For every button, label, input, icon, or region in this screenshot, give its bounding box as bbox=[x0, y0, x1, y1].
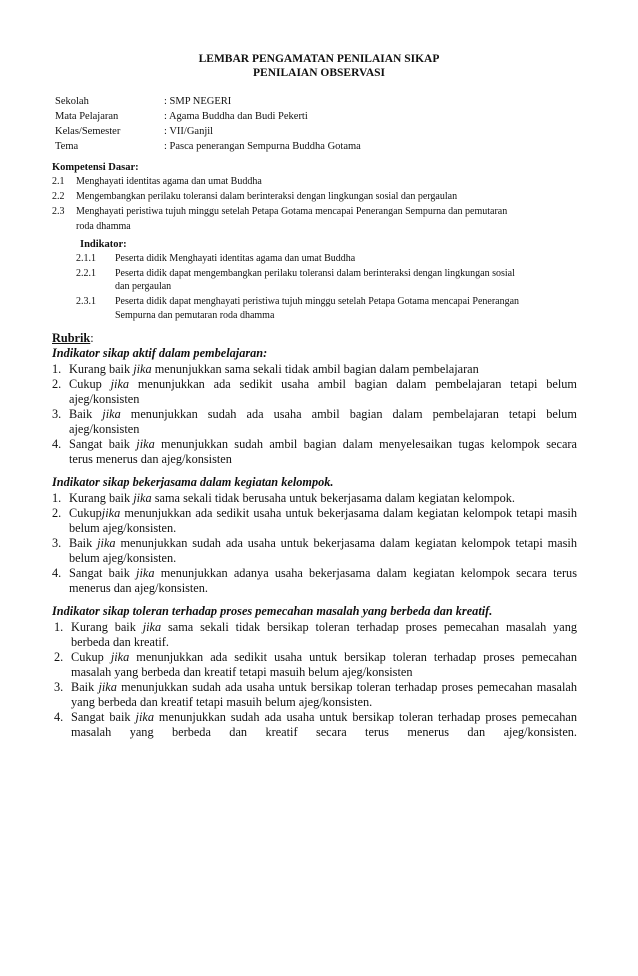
rubrik-title: Rubrik bbox=[52, 331, 91, 345]
rubrik-item-jika: jika bbox=[136, 437, 155, 451]
info-label: Sekolah bbox=[55, 96, 89, 107]
rubrik-item-continuation: menerus dan ajeg/konsisten. bbox=[69, 581, 208, 595]
document-subtitle: PENILAIAN OBSERVASI bbox=[253, 67, 385, 79]
rubrik-item-text bbox=[69, 536, 577, 551]
rubrik-item-jika: jika bbox=[97, 536, 116, 550]
rubrik-item-text bbox=[69, 491, 515, 506]
rubrik-item-text bbox=[71, 710, 577, 725]
rubrik-item-continuation: terus menerus dan ajeg/konsisten bbox=[69, 452, 232, 466]
kompetensi-number: 2.2 bbox=[52, 191, 65, 202]
rubrik-item-part: Kurang baik bbox=[71, 620, 143, 634]
rubrik-item-text bbox=[69, 407, 577, 422]
rubrik-section-heading: Indikator sikap aktif dalam pembelajaran: bbox=[52, 346, 268, 360]
rubrik-item-number: 2. bbox=[54, 650, 64, 664]
kompetensi-text: Menghayati peristiwa tujuh minggu setelah Petapa Gotama mencapai Penerangan Sempurna dan pemutaran bbox=[76, 206, 508, 217]
rubrik-item-number: 1. bbox=[54, 620, 64, 634]
rubrik-item-text bbox=[69, 506, 577, 521]
info-value: : SMP NEGERI bbox=[164, 96, 232, 107]
rubrik-item-number: 3. bbox=[54, 680, 64, 694]
rubrik-item-part: Sangat baik bbox=[69, 566, 137, 580]
kompetensi-text: Mengembangkan perilaku toleransi dalam berinteraksi dengan lingkungan sosial dan pergaulan bbox=[76, 191, 458, 202]
rubrik-item-continuation: belum ajeg/konsisten. bbox=[69, 521, 177, 535]
rubrik-item-part: sama sekali tidak berusaha untuk bekerjasama dalam kegiatan kelompok. bbox=[151, 491, 515, 505]
rubrik-item-part: menunjukkan adanya usaha bekerjasama dalam kegiatan kelompok secara terus bbox=[154, 566, 577, 580]
info-value: : Pasca penerangan Sempurna Buddha Gotama bbox=[164, 141, 361, 152]
rubrik-item-number: 2. bbox=[52, 506, 62, 520]
rubrik-item-text bbox=[71, 650, 577, 665]
indikator-text-continuation: Sempurna dan pemutaran roda dhamma bbox=[115, 310, 275, 321]
rubrik-item-text bbox=[71, 620, 577, 635]
indikator-text-continuation: dan pergaulan bbox=[115, 281, 172, 292]
rubrik-item-text bbox=[69, 437, 577, 452]
rubrik-item-part: Cukup bbox=[69, 506, 102, 520]
rubrik-item-jika: jika bbox=[101, 506, 121, 520]
rubrik-item-number: 4. bbox=[52, 566, 62, 580]
rubrik-item-part: menunjukkan sama sekali tidak ambil bagian dalam pembelajaran bbox=[151, 362, 479, 376]
rubrik-item-continuation: ajeg/konsisten bbox=[69, 392, 140, 406]
rubrik-item-text bbox=[69, 566, 577, 581]
indikator-number: 2.1.1 bbox=[76, 253, 96, 264]
rubrik-item-part: Baik bbox=[69, 536, 98, 550]
rubrik-item-jika: jika bbox=[110, 377, 130, 391]
rubrik-item-part: Kurang baik bbox=[69, 491, 134, 505]
rubrik-item-part: Baik bbox=[71, 680, 99, 694]
rubrik-item-number: 1. bbox=[52, 362, 62, 376]
document-title: LEMBAR PENGAMATAN PENILAIAN SIKAP bbox=[198, 53, 440, 65]
rubrik-item-number: 3. bbox=[52, 536, 62, 550]
rubrik-item-part: menunjukkan sudah ada usaha ambil bagian dalam pembelajaran tetapi belum bbox=[120, 407, 577, 421]
indikator-text: Peserta didik dapat menghayati peristiwa tujuh minggu setelah Petapa Gotama mencapai Penerangan bbox=[115, 296, 520, 307]
rubrik-item-continuation: belum ajeg/konsisten. bbox=[69, 551, 177, 565]
rubrik-item-part: Kurang baik bbox=[69, 362, 134, 376]
rubrik-item-number: 1. bbox=[52, 491, 62, 505]
rubrik-item-continuation: masalah yang berbeda dan kreatif secara terus menerus dan ajeg/konsisten. bbox=[71, 725, 577, 739]
rubrik-item-jika: jika bbox=[98, 680, 117, 694]
rubrik-item-jika: jika bbox=[133, 362, 152, 376]
rubrik-item-jika: jika bbox=[110, 650, 130, 664]
info-value: : VII/Ganjil bbox=[164, 126, 214, 137]
rubrik-item-jika: jika bbox=[136, 566, 155, 580]
kompetensi-number: 2.3 bbox=[52, 206, 65, 217]
indikator-number: 2.2.1 bbox=[76, 268, 96, 279]
indikator-heading: Indikator: bbox=[80, 239, 127, 250]
rubrik-item-part: menunjukkan sudah ada usaha untuk bersikap toleran terhadap proses pemecahan bbox=[153, 710, 577, 724]
rubrik-item-part: Cukup bbox=[71, 650, 111, 664]
rubrik-item-number: 4. bbox=[52, 437, 62, 451]
info-label: Kelas/Semester bbox=[55, 126, 121, 137]
indikator-text: Peserta didik dapat mengembangkan perilaku toleransi dalam berinteraksi dengan lingkungan sosial bbox=[115, 268, 515, 279]
rubrik-item-jika: jika bbox=[133, 491, 152, 505]
rubrik-item-part: Cukup bbox=[69, 377, 111, 391]
rubrik-item-number: 4. bbox=[54, 710, 64, 724]
rubrik-item-continuation: ajeg/konsisten bbox=[69, 422, 140, 436]
rubrik-item-part: sama sekali tidak bersikap toleran terhadap proses pemecahan masalah yang bbox=[161, 620, 577, 634]
rubrik-item-part: Sangat baik bbox=[71, 710, 136, 724]
indikator-text: Peserta didik Menghayati identitas agama dan umat Buddha bbox=[115, 253, 356, 264]
info-label: Mata Pelajaran bbox=[55, 111, 119, 122]
rubrik-colon: : bbox=[90, 331, 94, 345]
rubrik-label bbox=[52, 331, 94, 346]
rubrik-item-text bbox=[69, 362, 479, 377]
rubrik-item-part: menunjukkan ada sedikit usaha untuk bekerjasama dalam kegiatan kelompok tetapi masih bbox=[120, 506, 577, 520]
rubrik-item-number: 3. bbox=[52, 407, 62, 421]
kompetensi-heading: Kompetensi Dasar: bbox=[52, 162, 139, 173]
rubrik-item-continuation: yang berbeda dan kreatif tetapi masuih belum ajeg/konsisten. bbox=[71, 695, 373, 709]
indikator-number: 2.3.1 bbox=[76, 296, 96, 307]
rubrik-item-continuation: masalah yang berbeda dan kreatif tetapi masuih belum ajeg/konsisten bbox=[71, 665, 413, 679]
rubrik-item-number: 2. bbox=[52, 377, 62, 391]
rubrik-item-continuation: berbeda dan kreatif. bbox=[71, 635, 169, 649]
rubrik-item-part: Sangat baik bbox=[69, 437, 137, 451]
kompetensi-text-continuation: roda dhamma bbox=[76, 221, 131, 232]
info-label: Tema bbox=[55, 141, 79, 152]
rubrik-section-heading: Indikator sikap bekerjasama dalam kegiatan kelompok. bbox=[52, 475, 334, 489]
info-value: : Agama Buddha dan Budi Pekerti bbox=[164, 111, 308, 122]
rubrik-item-part: menunjukkan sudah ada usaha untuk bekerjasama dalam kegiatan kelompok tetapi masih bbox=[115, 536, 577, 550]
kompetensi-text: Menghayati identitas agama dan umat Buddha bbox=[76, 176, 262, 187]
rubrik-item-jika: jika bbox=[102, 407, 121, 421]
rubrik-item-part: menunjukkan ada sedikit usaha ambil bagian dalam pembelajaran tetapi belum bbox=[129, 377, 577, 391]
rubrik-item-part: Baik bbox=[69, 407, 103, 421]
rubrik-item-jika: jika bbox=[142, 620, 162, 634]
rubrik-item-part: menunjukkan ada sedikit usaha untuk bersikap toleran terhadap proses pemecahan bbox=[129, 650, 577, 664]
rubrik-item-part: menunjukkan sudah ambil bagian dalam menyelesaikan tugas kelompok secara bbox=[154, 437, 577, 451]
rubrik-item-text bbox=[71, 680, 577, 695]
rubrik-item-text bbox=[69, 377, 577, 392]
rubrik-item-jika: jika bbox=[135, 710, 154, 724]
rubrik-section-heading: Indikator sikap toleran terhadap proses pemecahan masalah yang berbeda dan kreatif. bbox=[52, 604, 493, 618]
kompetensi-number: 2.1 bbox=[52, 176, 65, 187]
rubrik-item-part: menunjukkan sudah ada usaha untuk bersikap toleran terhadap proses pemecahan masalah bbox=[116, 680, 577, 694]
